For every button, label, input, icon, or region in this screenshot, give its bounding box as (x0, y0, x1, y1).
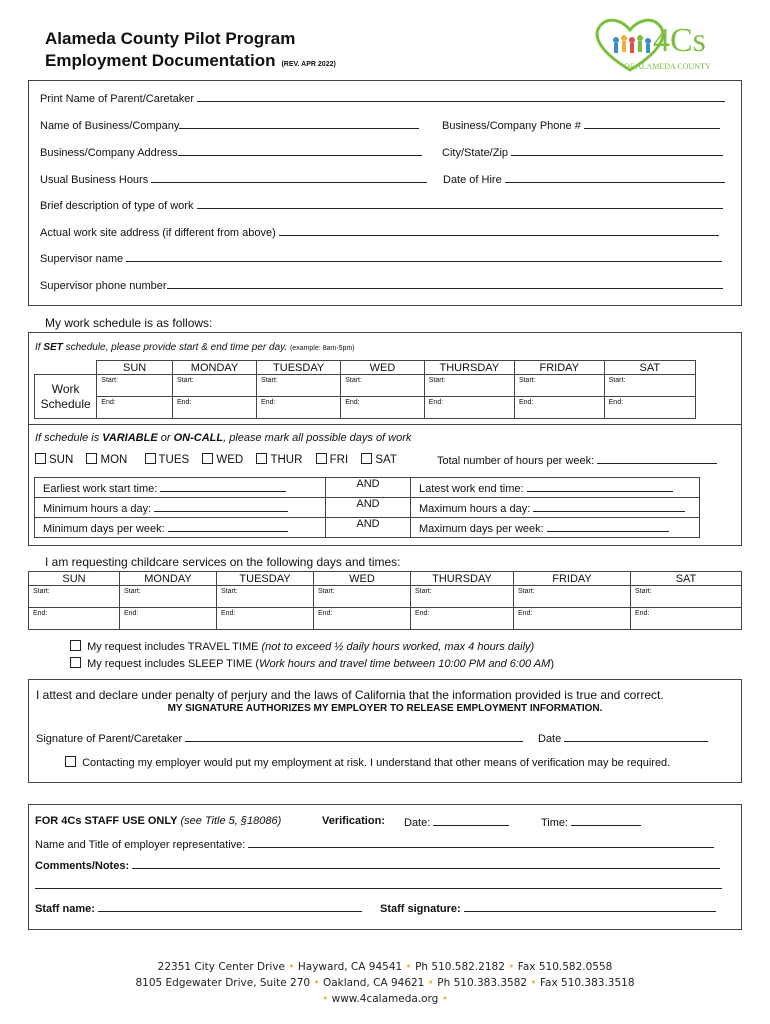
date-of-hire-label: Date of Hire (443, 174, 502, 186)
end-cell-thursday[interactable]: End: (424, 397, 514, 419)
start-cell-sun[interactable]: Start: (97, 375, 173, 397)
min-hours-label: Minimum hours a day: (43, 502, 152, 515)
check-mon-label: MON (100, 454, 128, 466)
check-thur[interactable] (256, 454, 302, 466)
cc-end-sat[interactable]: End: (631, 608, 742, 630)
check-thur-label: THUR (270, 454, 303, 466)
cc-day-header-sat: SAT (631, 572, 742, 586)
date-of-hire-row (443, 172, 725, 186)
start-cell-wed[interactable]: Start: (341, 375, 425, 397)
usual-hours-label: Usual Business Hours (40, 174, 149, 186)
cc-day-header-tuesday: TUESDAY (217, 572, 314, 586)
min-hours-cell[interactable] (35, 498, 326, 518)
parent-signature-label: Signature of Parent/Caretaker (36, 733, 183, 745)
footer-addr1-phone: Ph 510.582.2182 (415, 961, 505, 973)
variable-instructions (35, 432, 411, 444)
set-intro-pre: If (35, 342, 44, 353)
min-days-label: Minimum days per week: (43, 522, 165, 535)
staff-use-bold: FOR 4Cs STAFF USE ONLY (35, 815, 178, 827)
brief-description-label: Brief description of type of work (40, 200, 194, 212)
checkbox-icon[interactable] (35, 453, 46, 464)
business-name-field[interactable] (179, 118, 419, 129)
day-header-sun: SUN (97, 361, 173, 375)
work-schedule-heading: My work schedule is as follows: (45, 316, 213, 330)
childcare-heading: I am requesting childcare services on the following days and times: (45, 555, 401, 569)
employer-info-box (28, 80, 742, 306)
day-header-thursday: THURSDAY (424, 361, 514, 375)
sleep-time-row[interactable] (70, 657, 554, 670)
cc-start-sun[interactable]: Start: (29, 586, 120, 608)
day-header-sat: SAT (604, 361, 695, 375)
footer-line-1: 22351 City Center Drive • Hayward, CA 94541 • Ph 510.582.2182 • Fax 510.582.0558 (157, 961, 613, 973)
staff-name-field[interactable] (98, 901, 362, 912)
checkbox-icon[interactable] (70, 657, 81, 668)
attest-date-label: Date (538, 733, 562, 745)
earliest-start-field[interactable] (160, 481, 286, 492)
staff-use-italic: (see Title 5, §18086) (180, 815, 282, 827)
set-schedule-table (34, 360, 696, 419)
page-title: Alameda County Pilot Program (45, 29, 296, 48)
staff-use-row (35, 815, 281, 827)
work-site-row (40, 225, 719, 239)
verification-time-field[interactable] (571, 815, 641, 826)
cc-end-sun[interactable]: End: (29, 608, 120, 630)
footer-addr1: 22351 City Center Drive (157, 961, 285, 973)
max-days-field[interactable] (547, 521, 669, 532)
travel-time-row[interactable] (70, 640, 534, 653)
sleep-close: ) (550, 658, 554, 670)
supervisor-name-row (40, 251, 722, 265)
variable-bold2: ON-CALL (173, 432, 224, 444)
cc-start-wed[interactable]: Start: (314, 586, 411, 608)
footer-addr2-fax: Fax 510.383.3518 (539, 977, 635, 989)
footer-addr2: 8105 Edgewater Drive, Suite 270 (135, 977, 311, 989)
supervisor-name-label: Supervisor name (40, 253, 124, 265)
check-tues-label: TUES (158, 454, 190, 466)
footer-line-3: • www.4calameda.org • (322, 993, 448, 1005)
and-cell-2: AND (326, 498, 411, 518)
business-name-label: Name of Business/Company (40, 120, 180, 132)
total-hours-row (437, 453, 717, 467)
business-name-row (40, 118, 419, 132)
footer-website-link[interactable]: www.4calameda.org (331, 993, 439, 1005)
verification-label: Verification: (322, 815, 385, 827)
cc-day-header-wed: WED (314, 572, 411, 586)
print-name-row (40, 91, 725, 105)
employer-rep-label: Name and Title of employer representative: (35, 839, 246, 851)
business-address-label: Business/Company Address (40, 147, 178, 159)
start-cell-sat[interactable]: Start: (604, 375, 695, 397)
max-hours-cell[interactable] (411, 498, 700, 518)
attest-statement: I attest and declare under penalty of perjury and the laws of California that the information provided is true and correct. (36, 688, 664, 702)
verification-time-label: Time: (541, 817, 569, 829)
cc-day-header-monday: MONDAY (120, 572, 217, 586)
supervisor-phone-row (40, 278, 723, 292)
check-fri-label: FRI (329, 454, 349, 466)
city-state-zip-row (442, 145, 723, 159)
checkbox-icon[interactable] (316, 453, 327, 464)
comments-line-2[interactable] (35, 888, 722, 889)
end-cell-sun[interactable]: End: (97, 397, 173, 419)
end-cell-monday[interactable]: End: (172, 397, 256, 419)
cc-start-friday[interactable]: Start: (514, 586, 631, 608)
city-state-zip-field[interactable] (511, 145, 723, 156)
verification-date-field[interactable] (433, 815, 509, 826)
cc-start-thursday[interactable]: Start: (411, 586, 514, 608)
total-hours-field[interactable] (597, 453, 717, 464)
staff-name-label: Staff name: (35, 903, 95, 915)
schedule-divider (28, 424, 742, 425)
checkbox-icon[interactable] (70, 640, 81, 651)
brief-description-row (40, 198, 723, 212)
business-phone-field[interactable] (584, 118, 720, 129)
staff-signature-row (380, 901, 716, 915)
set-intro-bold: SET (43, 342, 63, 353)
verification-time-row (541, 815, 641, 829)
authorize-statement: MY SIGNATURE AUTHORIZES MY EMPLOYER TO RELEASE EMPLOYMENT INFORMATION. (167, 703, 603, 714)
latest-end-cell[interactable] (411, 478, 700, 498)
travel-label: My request includes TRAVEL TIME (87, 641, 262, 653)
total-hours-label: Total number of hours per week: (437, 455, 595, 467)
business-address-row (40, 145, 422, 159)
business-address-field[interactable] (178, 145, 422, 156)
verification-date-row (404, 815, 509, 829)
attest-date-field[interactable] (564, 731, 708, 742)
cc-end-tuesday[interactable]: End: (217, 608, 314, 630)
min-days-field[interactable] (168, 521, 288, 532)
checkbox-icon[interactable] (145, 453, 156, 464)
max-days-label: Maximum days per week: (419, 522, 544, 535)
day-header-friday: FRIDAY (514, 361, 604, 375)
footer-addr2-phone: Ph 510.383.3582 (437, 977, 528, 989)
check-sun[interactable] (35, 454, 73, 466)
end-cell-sat[interactable]: End: (604, 397, 695, 419)
end-cell-wed[interactable]: End: (341, 397, 425, 419)
start-cell-friday[interactable]: Start: (514, 375, 604, 397)
staff-name-row (35, 901, 362, 915)
earliest-start-cell[interactable] (35, 478, 326, 498)
check-tues[interactable] (145, 454, 190, 466)
earliest-start-label: Earliest work start time: (43, 482, 158, 495)
employer-rep-field[interactable] (248, 837, 714, 848)
check-wed[interactable] (202, 454, 243, 466)
set-schedule-instructions (35, 342, 355, 353)
cc-start-monday[interactable]: Start: (120, 586, 217, 608)
latest-end-field[interactable] (527, 481, 673, 492)
risk-label: Contacting my employer would put my employment at risk. I understand that other means of verification may be required. (82, 757, 671, 769)
cc-end-wed[interactable]: End: (314, 608, 411, 630)
min-days-cell[interactable] (35, 518, 326, 538)
date-of-hire-field[interactable] (505, 172, 725, 183)
variable-limits-table (34, 477, 700, 538)
variable-post: , please mark all possible days of work (223, 432, 412, 444)
and-cell-1: AND (326, 478, 411, 498)
check-wed-label: WED (216, 454, 244, 466)
supervisor-phone-label: Supervisor phone number (40, 280, 167, 292)
and-cell-3: AND (326, 518, 411, 538)
work-schedule-row-label: Work Schedule (35, 375, 97, 419)
day-header-tuesday: TUESDAY (257, 361, 341, 375)
min-hours-field[interactable] (154, 501, 288, 512)
checkbox-icon[interactable] (86, 453, 97, 464)
brief-description-field[interactable] (197, 198, 723, 209)
set-example: (example: 8am-5pm) (289, 345, 355, 352)
start-cell-thursday[interactable]: Start: (424, 375, 514, 397)
checkbox-icon[interactable] (65, 756, 76, 767)
variable-mid: or (157, 432, 174, 444)
variable-pre: If schedule is (35, 432, 103, 444)
parent-signature-field[interactable] (185, 731, 523, 742)
check-sat[interactable] (361, 454, 397, 466)
cc-day-header-sun: SUN (29, 572, 120, 586)
footer-line-2: 8105 Edgewater Drive, Suite 270 • Oakland, CA 94621 • Ph 510.383.3582 • Fax 510.383.3518 (135, 977, 635, 989)
sleep-label: My request includes SLEEP TIME ( (87, 658, 260, 670)
supervisor-phone-field[interactable] (167, 278, 723, 289)
cc-day-header-friday: FRIDAY (514, 572, 631, 586)
footer-addr1-fax: Fax 510.582.0558 (517, 961, 613, 973)
check-sun-label: SUN (49, 454, 74, 466)
usual-hours-row (40, 172, 427, 186)
footer-addr1-city: Hayward, CA 94541 (297, 961, 403, 973)
check-fri[interactable] (316, 454, 349, 466)
cc-end-monday[interactable]: End: (120, 608, 217, 630)
logo-text: 4Cs (653, 22, 706, 59)
checkbox-icon[interactable] (202, 453, 213, 464)
end-cell-friday[interactable]: End: (514, 397, 604, 419)
cc-start-sat[interactable]: Start: (631, 586, 742, 608)
max-hours-label: Maximum hours a day: (419, 502, 531, 515)
supervisor-name-field[interactable] (126, 251, 722, 262)
start-cell-tuesday[interactable]: Start: (257, 375, 341, 397)
parent-signature-row (36, 731, 523, 745)
comments-label: Comments/Notes: (35, 860, 130, 872)
check-mon[interactable] (86, 454, 127, 466)
day-header-monday: MONDAY (172, 361, 256, 375)
blank-header (35, 361, 97, 375)
business-phone-row (442, 118, 720, 132)
comments-row (35, 858, 720, 872)
max-hours-field[interactable] (533, 501, 685, 512)
comments-field[interactable] (132, 858, 720, 869)
set-intro-post: schedule, please provide start & end time per day. (62, 342, 288, 353)
work-site-field[interactable] (279, 225, 719, 236)
print-name-label: Print Name of Parent/Caretaker (40, 93, 195, 105)
page-subtitle (45, 51, 336, 71)
business-phone-label: Business/Company Phone # (442, 120, 581, 132)
revision-label: (REV. APR 2022) (281, 61, 336, 68)
4cs-logo (590, 14, 720, 76)
print-name-field[interactable] (197, 91, 725, 102)
sleep-note: Work hours and travel time between 10:00 PM and 6:00 AM (259, 658, 551, 670)
employer-rep-row (35, 837, 714, 851)
cc-end-thursday[interactable]: End: (411, 608, 514, 630)
end-cell-tuesday[interactable]: End: (257, 397, 341, 419)
logo-subtext: OF ALAMEDA COUNTY (624, 62, 711, 71)
footer-addr2-city: Oakland, CA 94621 (322, 977, 425, 989)
cc-end-friday[interactable]: End: (514, 608, 631, 630)
risk-row[interactable] (65, 756, 670, 769)
variable-bold1: VARIABLE (102, 432, 158, 444)
cc-start-tuesday[interactable]: Start: (217, 586, 314, 608)
city-state-zip-label: City/State/Zip (442, 147, 509, 159)
max-days-cell[interactable] (411, 518, 700, 538)
cc-day-header-thursday: THURSDAY (411, 572, 514, 586)
attest-date-row (538, 731, 708, 745)
childcare-table (28, 571, 742, 630)
day-header-wed: WED (341, 361, 425, 375)
start-cell-monday[interactable]: Start: (172, 375, 256, 397)
check-sat-label: SAT (375, 454, 397, 466)
checkbox-icon[interactable] (256, 453, 267, 464)
work-site-label: Actual work site address (if different from above) (40, 227, 276, 239)
staff-signature-field[interactable] (464, 901, 716, 912)
subtitle-text: Employment Documentation (45, 51, 276, 70)
latest-end-label: Latest work end time: (419, 482, 524, 495)
variable-day-checkboxes (35, 453, 397, 466)
checkbox-icon[interactable] (361, 453, 372, 464)
verification-date-label: Date: (404, 817, 431, 829)
usual-hours-field[interactable] (151, 172, 427, 183)
travel-note: (not to exceed ½ daily hours worked, max 4 hours daily) (261, 641, 535, 653)
staff-signature-label: Staff signature: (380, 903, 461, 915)
